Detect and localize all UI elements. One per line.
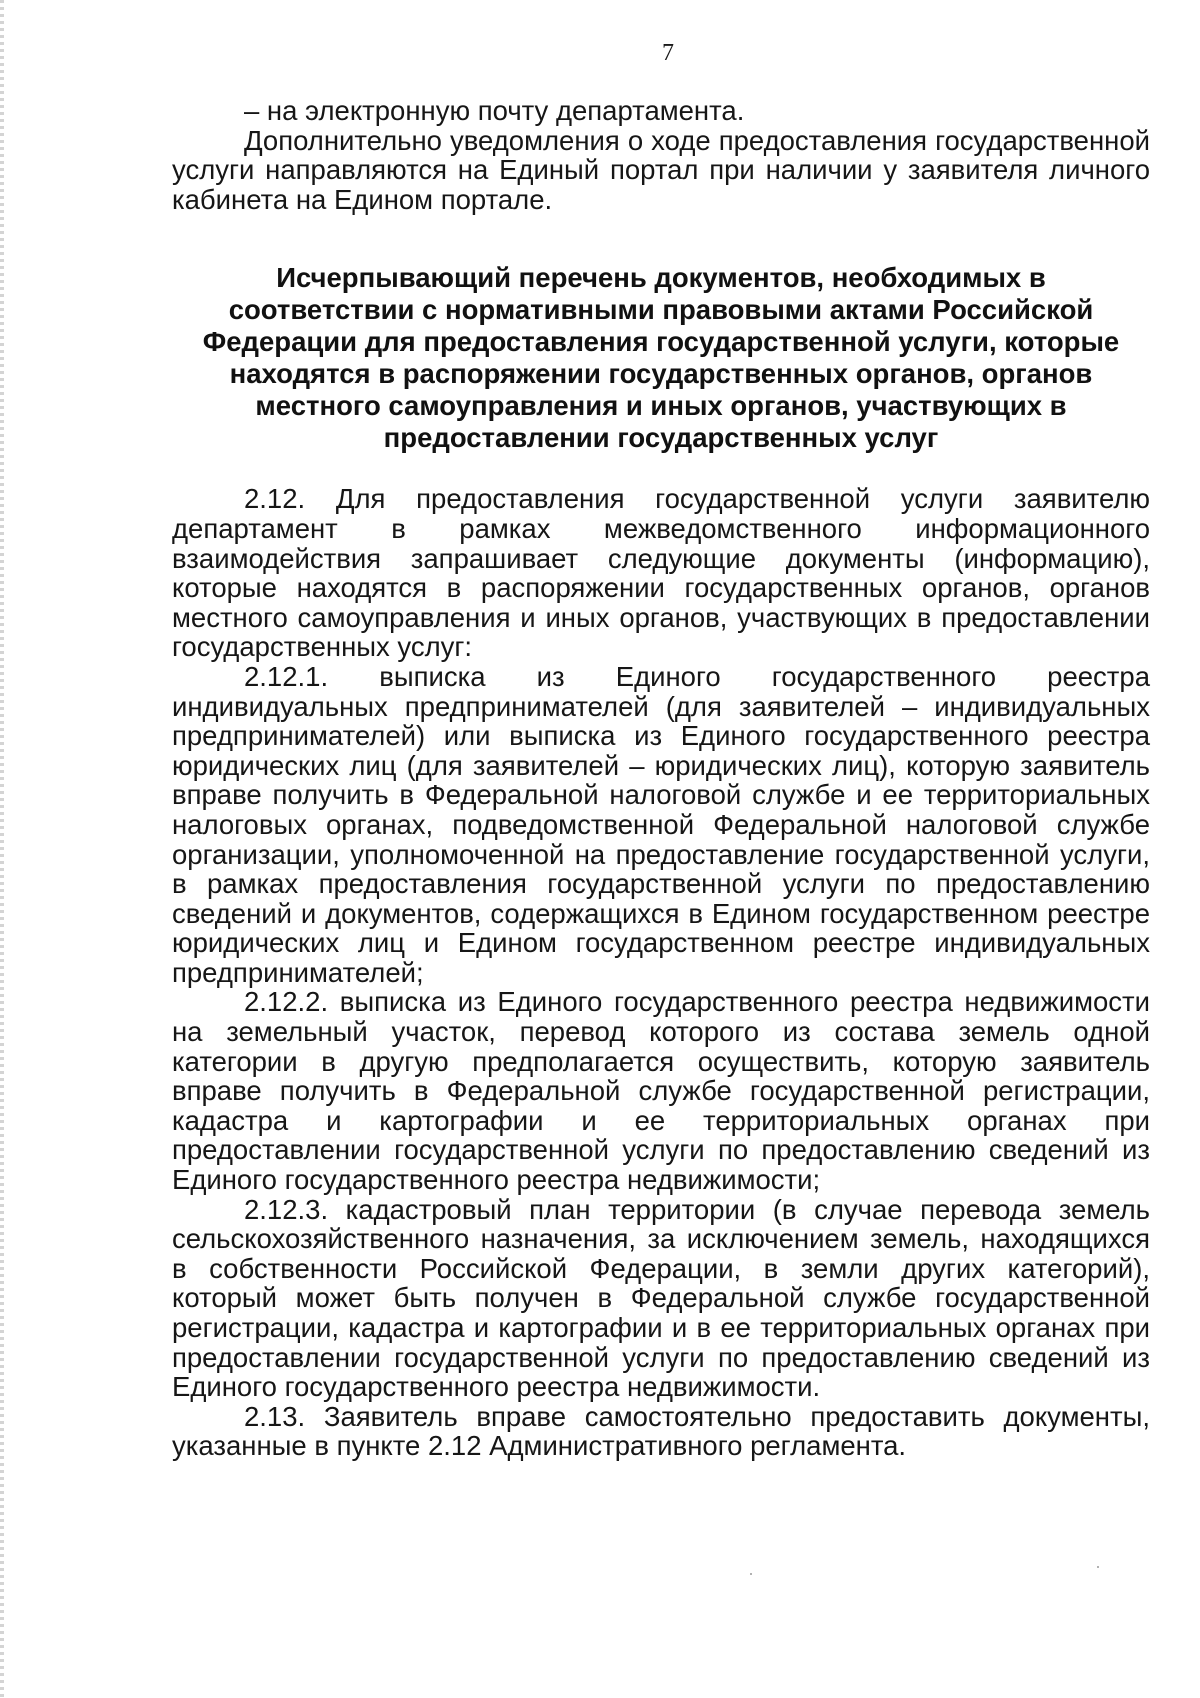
scan-edge-artifact xyxy=(0,0,4,1698)
paragraph-2-12-2: 2.12.2. выписка из Единого государственного реестра недвижимости на земельный участок, перевод которого из состава земель одной категории в другую предполагается осуществить, которую заявитель вправе получить в Федеральной службе государственной регистрации, кадастра и картографии и ее территориальных органах при предоставлении государственной услуги по предоставлению сведений из Единого государственного реестра недвижимости; xyxy=(172,986,1150,1196)
paragraph-portal-notifications: Дополнительно уведомления о ходе предоставления государственной услуги направляются на Единый портал при наличии у заявителя личного кабинета на Едином портале. xyxy=(172,124,1150,215)
section-heading: Исчерпывающий перечень документов, необходимых в соответствии с нормативными правовыми актами Российской Федерации для предоставления государственной услуги, которые находятся в распоряжении государственных органов, органов местного самоуправления и иных органов, участвующих в предоставлении государственных услуг xyxy=(202,262,1120,454)
page-number: 7 xyxy=(662,40,674,66)
paragraph-2-12-1: 2.12.1. выписка из Единого государственного реестра индивидуальных предпринимателей (для заявителей – индивидуальных предпринимателей) или выписка из Единого государственного реестра юридических лиц (для заявителей – юридических лиц), которую заявитель вправе получить в Федеральной налоговой службе и ее территориальных налоговых органах, подведомственной Федеральной налоговой службе организации, уполномоченной на предоставление государственной услуги, в рамках предоставления государственной услуги по предоставлению сведений и документов, содержащихся в Едином государственном реестре юридических лиц и Едином государственном реестре индивидуальных предпринимателей; xyxy=(172,660,1150,988)
scan-speck xyxy=(1097,1566,1099,1568)
document-body xyxy=(172,96,1150,1461)
paragraph-2-13: 2.13. Заявитель вправе самостоятельно предоставить документы, указанные в пункте 2.12 Административного регламента. xyxy=(172,1400,1150,1462)
paragraph-2-12-3: 2.12.3. кадастровый план территории (в случае перевода земель сельскохозяйственного назначения, за исключением земель, находящихся в собственности Российской Федерации, в земли других категорий), который может быть получен в Федеральной службе государственной регистрации, кадастра и картографии и в ее территориальных органах при предоставлении государственной услуги по предоставлению сведений из Единого государственного реестра недвижимости. xyxy=(172,1193,1150,1403)
paragraph-email-item: – на электронную почту департамента. xyxy=(244,95,745,126)
scan-speck xyxy=(750,1573,752,1575)
paragraph-2-12: 2.12. Для предоставления государственной услуги заявителю департамент в рамках межведомственного информационного взаимодействия запрашивает следующие документы (информацию), которые находятся в распоряжении государственных органов, органов местного самоуправления и иных органов, участвующих в предоставлении государственных услуг: xyxy=(172,483,1150,663)
